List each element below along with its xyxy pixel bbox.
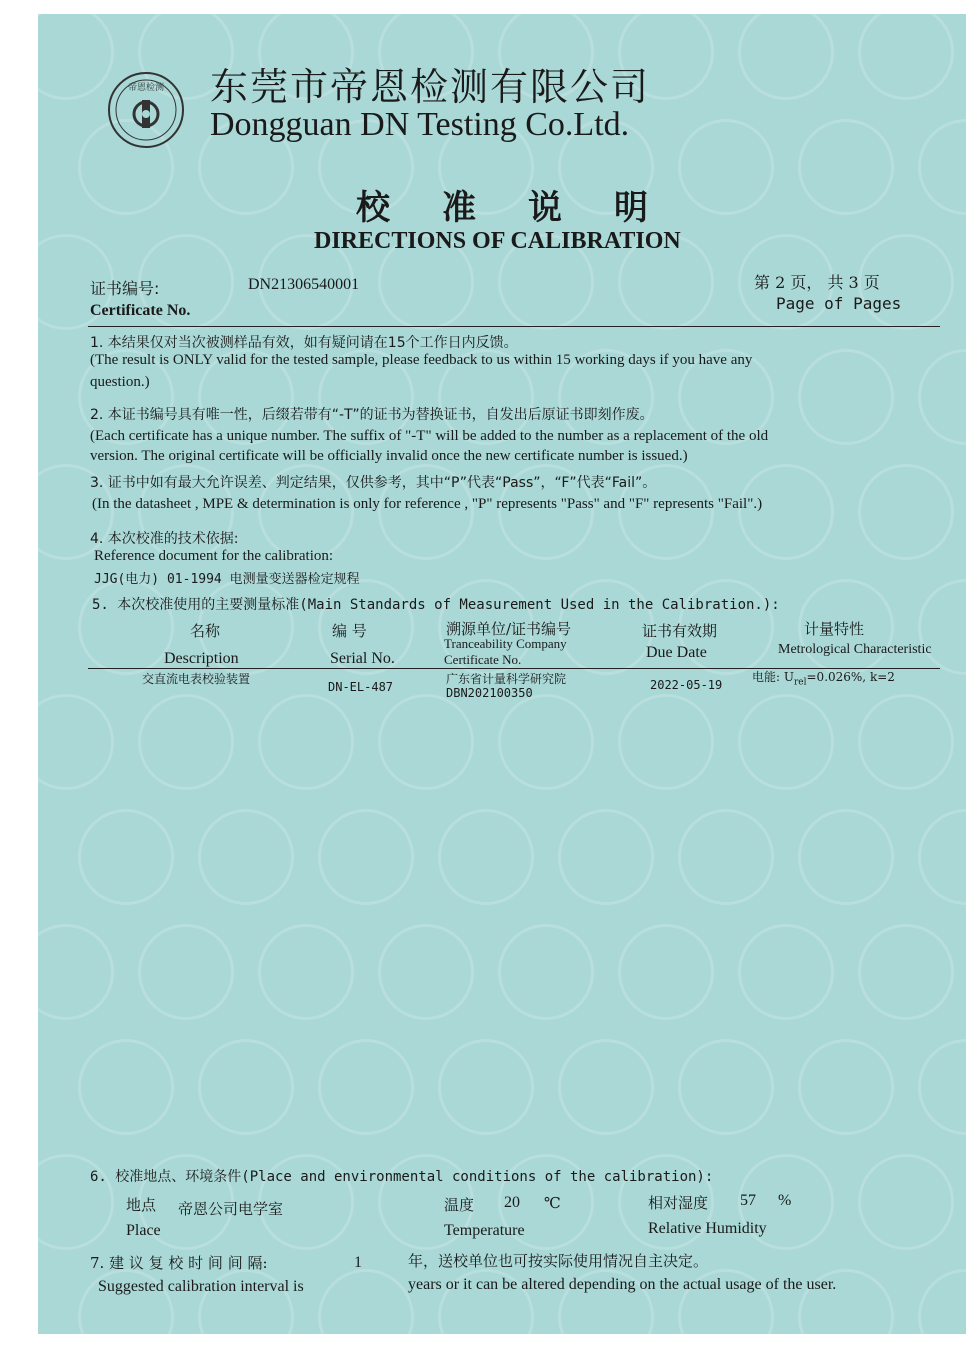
place-label-cn: 地点 bbox=[126, 1196, 157, 1214]
certificate-number: DN21306540001 bbox=[248, 276, 360, 293]
watermark-seal bbox=[798, 1039, 894, 1135]
temperature-unit: ℃ bbox=[544, 1194, 561, 1212]
watermark-seal bbox=[618, 694, 714, 790]
watermark-seal bbox=[138, 694, 234, 790]
company-seal-logo bbox=[106, 70, 186, 150]
cell-cert-no: DBN202100350 bbox=[446, 686, 533, 700]
watermark-seal bbox=[138, 924, 234, 1020]
col-characteristic-cn: 计量特性 bbox=[804, 620, 865, 638]
watermark-seal bbox=[378, 924, 474, 1020]
watermark-seal bbox=[198, 809, 294, 905]
col-company-cn: 溯源单位/证书编号 bbox=[446, 620, 572, 638]
watermark-seal bbox=[498, 694, 594, 790]
note-2-en-line1: (Each certificate has a unique number. The suffix of "-T" will be added to the number as a replacement of the old bbox=[90, 428, 769, 444]
col-certificate-no-en: Certificate No. bbox=[444, 652, 522, 667]
watermark-seal bbox=[858, 1154, 954, 1250]
svg-text:帝恩检测: 帝恩检测 bbox=[127, 83, 165, 93]
note-1-cn: 1. 本结果仅对当次被测样品有效，如有疑问请在15个工作日内反馈。 bbox=[90, 335, 518, 351]
watermark-seal bbox=[918, 809, 966, 905]
company-name-cn: 东莞市帝恩检测有限公司 bbox=[210, 65, 651, 109]
page-indicator-en: Page of Pages bbox=[776, 294, 902, 313]
cell-company: 广东省计量科学研究院 bbox=[446, 672, 567, 686]
col-serial-en: Serial No. bbox=[330, 650, 395, 667]
place-label-en: Place bbox=[126, 1222, 161, 1239]
place-value: 帝恩公司电学室 bbox=[178, 1200, 284, 1218]
cell-description: 交直流电表校验装置 bbox=[142, 672, 251, 686]
interval-value: 1 bbox=[354, 1254, 362, 1271]
watermark-seal bbox=[38, 694, 114, 790]
col-company-en: Tranceability Company bbox=[444, 636, 567, 651]
watermark-seal bbox=[498, 924, 594, 1020]
certificate-page bbox=[38, 14, 966, 1334]
note-1-en-line1: (The result is ONLY valid for the tested sample, please feedback to us within 15 working days if you have any bbox=[90, 352, 753, 368]
interval-label-cn: 7. 建 议 复 校 时 间 间 隔: bbox=[90, 1254, 268, 1272]
watermark-seal bbox=[738, 924, 834, 1020]
watermark-seal bbox=[258, 924, 354, 1020]
page-indicator-cn: 第 2 页， 共 3 页 bbox=[754, 273, 880, 292]
watermark-seal bbox=[78, 809, 174, 905]
watermark-seal bbox=[918, 349, 966, 445]
watermark-seal bbox=[918, 579, 966, 675]
note-3-en: (In the datasheet , MPE & determination is only for reference , "P" represents "Pass" and "F" represents "Fail".) bbox=[92, 496, 763, 512]
standards-heading: 5. 本次校准使用的主要测量标准(Main Standards of Measurement Used in the Calibration.): bbox=[92, 597, 780, 613]
company-name-en: Dongguan DN Testing Co.Ltd. bbox=[210, 106, 630, 143]
col-description-en: Description bbox=[164, 650, 239, 667]
humidity-label-en: Relative Humidity bbox=[648, 1220, 767, 1237]
watermark-seal bbox=[198, 1039, 294, 1135]
watermark-seal bbox=[318, 809, 414, 905]
watermark-seal bbox=[438, 1039, 534, 1135]
watermark-seal bbox=[438, 809, 534, 905]
reference-document: JJG(电力) 01-1994 电测量变送器检定规程 bbox=[94, 572, 360, 587]
humidity-label-cn: 相对湿度 bbox=[648, 1194, 709, 1212]
temperature-label-cn: 温度 bbox=[444, 1196, 475, 1214]
watermark-seal bbox=[918, 119, 966, 215]
watermark-seal bbox=[858, 694, 954, 790]
watermark-seal bbox=[318, 1039, 414, 1135]
watermark-seal bbox=[798, 809, 894, 905]
temperature-label-en: Temperature bbox=[444, 1222, 525, 1239]
note-2-en-line2: version. The original certificate will be officially invalid once the new certificate number is issued.) bbox=[90, 448, 688, 464]
cell-due-date: 2022-05-19 bbox=[650, 678, 723, 692]
cell-characteristic: 电能: $U_{rel}=0.026\%$, k=2 bbox=[752, 670, 895, 688]
col-due-date-cn: 证书有效期 bbox=[642, 622, 718, 640]
watermark-seal bbox=[78, 1039, 174, 1135]
cell-serial: DN-EL-487 bbox=[328, 680, 394, 694]
title-en: DIRECTIONS OF CALIBRATION bbox=[314, 228, 681, 254]
watermark-seal bbox=[798, 349, 894, 445]
title-cn: 校准说明 bbox=[356, 188, 700, 228]
interval-text-cn: 年，送校单位也可按实际使用情况自主决定。 bbox=[408, 1252, 709, 1270]
watermark-seal bbox=[38, 924, 114, 1020]
interval-text-en: years or it can be altered depending on the actual usage of the user. bbox=[408, 1276, 837, 1293]
watermark-seal bbox=[858, 14, 954, 100]
watermark-seal bbox=[798, 119, 894, 215]
watermark-seal bbox=[738, 14, 834, 100]
environment-heading: 6. 校准地点、环境条件(Place and environmental conditions of the calibration): bbox=[90, 1169, 714, 1185]
watermark-seal bbox=[678, 809, 774, 905]
humidity-value: 57 bbox=[740, 1192, 756, 1209]
watermark-seal bbox=[918, 1039, 966, 1135]
note-1-en-line2: question.) bbox=[90, 374, 150, 390]
watermark-seal bbox=[558, 1039, 654, 1135]
watermark-seal bbox=[858, 924, 954, 1020]
interval-label-en: Suggested calibration interval is bbox=[98, 1278, 304, 1295]
temperature-value: 20 bbox=[504, 1194, 520, 1211]
watermark-seal bbox=[738, 694, 834, 790]
note-2-cn: 2. 本证书编号具有唯一性，后缀若带有“-T”的证书为替换证书，自发出后原证书即刻作废。 bbox=[90, 407, 654, 423]
col-serial-cn: 编 号 bbox=[332, 622, 367, 640]
watermark-seal bbox=[918, 1269, 966, 1334]
watermark-seal bbox=[618, 924, 714, 1020]
watermark-seal bbox=[258, 694, 354, 790]
watermark-seal bbox=[858, 464, 954, 560]
header-divider bbox=[88, 326, 940, 327]
watermark-seal bbox=[38, 14, 114, 100]
watermark-seal bbox=[558, 809, 654, 905]
note-3-cn: 3. 证书中如有最大允许误差、判定结果，仅供参考，其中“P”代表“Pass”，“F”代表“Fail”。 bbox=[90, 475, 657, 491]
watermark-seal bbox=[678, 1039, 774, 1135]
col-description-cn: 名称 bbox=[190, 622, 221, 640]
reference-heading-en: Reference document for the calibration: bbox=[94, 548, 334, 564]
watermark-seal bbox=[318, 1269, 414, 1334]
humidity-unit: % bbox=[778, 1192, 792, 1209]
reference-heading-cn: 4. 本次校准的技术依据: bbox=[90, 531, 239, 547]
certificate-label-en: Certificate No. bbox=[90, 302, 191, 319]
col-due-date-en: Due Date bbox=[646, 644, 707, 661]
col-characteristic-en: Metrological Characteristic bbox=[778, 642, 932, 657]
certificate-label-cn: 证书编号: bbox=[90, 279, 160, 298]
watermark-seal bbox=[378, 694, 474, 790]
